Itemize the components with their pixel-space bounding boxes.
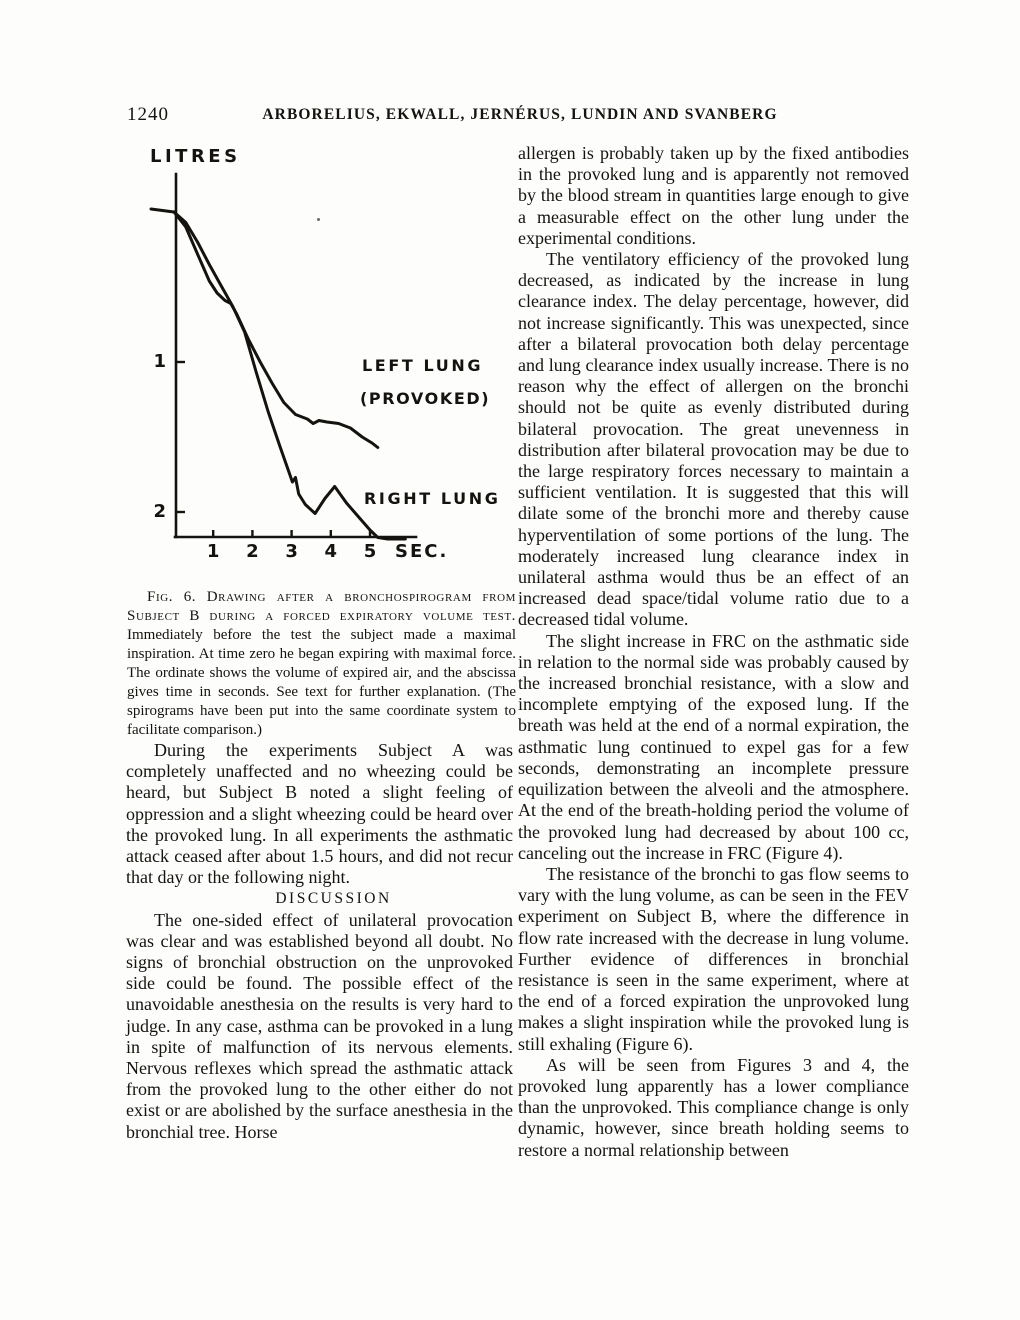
right-paragraph-1: allergen is probably taken up by the fixed antibodies in the provoked lung and is apparently not removed by the blood stream in quantities large enough to give a measurable effect on the other lung under the experimental conditions. xyxy=(518,143,909,248)
x-tick-label: 1 xyxy=(206,541,220,562)
right-paragraph-2: The ventilatory efficiency of the provoked lung decreased, as indicated by the increase in lung clearance index. The delay percentage, however, did not increase significantly. This was unexpected, since after a bilateral provocation both delay percentage and lung clearance index usually increase. There is no reason why the effect of allergen on the bronchi should not be quite as evenly distributed during bilateral provocation. The great unevenness in distribution after bilateral provocation may be due to the large respiratory forces necessary to maintain a sufficient ventilation. It is suggested that this will dilate some of the bronchi more and thereby cause hyperventilation of some portions of the lung. The moderately increased lung clearance index in unilateral asthma would thus be an effect of an increased dead space/tidal volume ratio due to a decreased tidal volume. xyxy=(518,249,909,630)
figure-6-spirogram xyxy=(138,142,518,572)
scan-speck xyxy=(317,218,320,221)
y-tick-label: 1 xyxy=(153,351,166,372)
x-tick-label: 2 xyxy=(246,541,259,562)
x-axis-unit-label: SEC. xyxy=(395,541,449,562)
discussion-heading: DISCUSSION xyxy=(275,890,392,908)
right-paragraph-5: As will be seen from Figures 3 and 4, the provoked lung apparently has a lower compliance than the unprovoked. This compliance change is only dynamic, however, since breath holding seems to restore a normal relationship between xyxy=(518,1054,909,1160)
left-lung-provoked-label: (PROVOKED) xyxy=(360,389,491,408)
x-tick-label: 5 xyxy=(363,541,377,562)
page-number: 1240 xyxy=(127,104,169,125)
x-tick-label: 4 xyxy=(324,541,338,562)
caption-body: Immediately before the test the subject made a maximal inspiration. At time zero he began expiring with maximal force. The ordinate shows the volume of expired air, and the abscissa gives time in seconds. See text for further explanation. (The spirograms have been put into the same coordinate system to facilitate comparison.) xyxy=(127,627,516,738)
left-column xyxy=(126,740,513,1143)
right-column xyxy=(518,143,909,1161)
left-paragraph-1: During the experiments Subject A was completely unaffected and no wheezing could be heard, but Subject B noted a slight feeling of oppression and a slight wheezing could be heard over the provoked lung. In all experiments the asthmatic attack ceased after about 1.5 hours, and did not recur that day or the following night. xyxy=(126,740,513,888)
running-head: ARBORELIUS, EKWALL, JERNÉRUS, LUNDIN AND SVANBERG xyxy=(262,106,778,123)
y-axis-label: LITRES xyxy=(150,146,241,167)
x-tick-label: 3 xyxy=(285,541,298,562)
curve-left-lung-provoked xyxy=(174,212,378,448)
curve-lead-in xyxy=(151,209,174,212)
axis-ticks xyxy=(176,362,370,537)
figure-caption xyxy=(127,588,516,740)
left-paragraph-2: The one-sided effect of unilateral provocation was clear and was established beyond all doubt. No signs of bronchial obstruction on the unprovoked side could be found. The possible effect of the unavoidable anesthesia on the results is very hard to judge. In any case, asthma can be provoked in a lung in spite of malfunction of its nervous elements. Nervous reflexes which spread the asthmatic attack from the provoked lung to the other either do not exist or are abolished by the surface anesthesia in the bronchial tree. Horse xyxy=(126,909,513,1142)
right-paragraph-4: The resistance of the bronchi to gas flow seems to vary with the lung volume, as can be seen in the FEV experiment on Subject B, where the difference in flow rate increased with the decrease in lung volume. Further evidence of differences in bronchial resistance is seen in the same experiment, where at the end of a forced expiration the unprovoked lung makes a slight inspiration while the provoked lung is still exhaling (Figure 6). xyxy=(518,863,909,1054)
caption-lead: Fig. 6. Drawing after a bronchospirogram from Subject B during a forced expiratory volume test. xyxy=(127,589,516,624)
right-paragraph-3: The slight increase in FRC on the asthmatic side in relation to the normal side was probably caused by the increased bronchial resistance, with a slow and incomplete emptying of the exposed lung. If the breath was held at the end of a normal expiration, the asthmatic lung continued to expel gas for a few seconds, demonstrating an incomplete pressure equilization between the alveoli and the atmosphere. At the end of the breath-holding period the volume of the provoked lung had decreased by about 100 cc, canceling out the increase in FRC (Figure 4). xyxy=(518,630,909,863)
left-lung-label: LEFT LUNG xyxy=(362,356,484,375)
y-tick-label: 2 xyxy=(153,501,166,522)
right-lung-label: RIGHT LUNG xyxy=(364,489,501,508)
